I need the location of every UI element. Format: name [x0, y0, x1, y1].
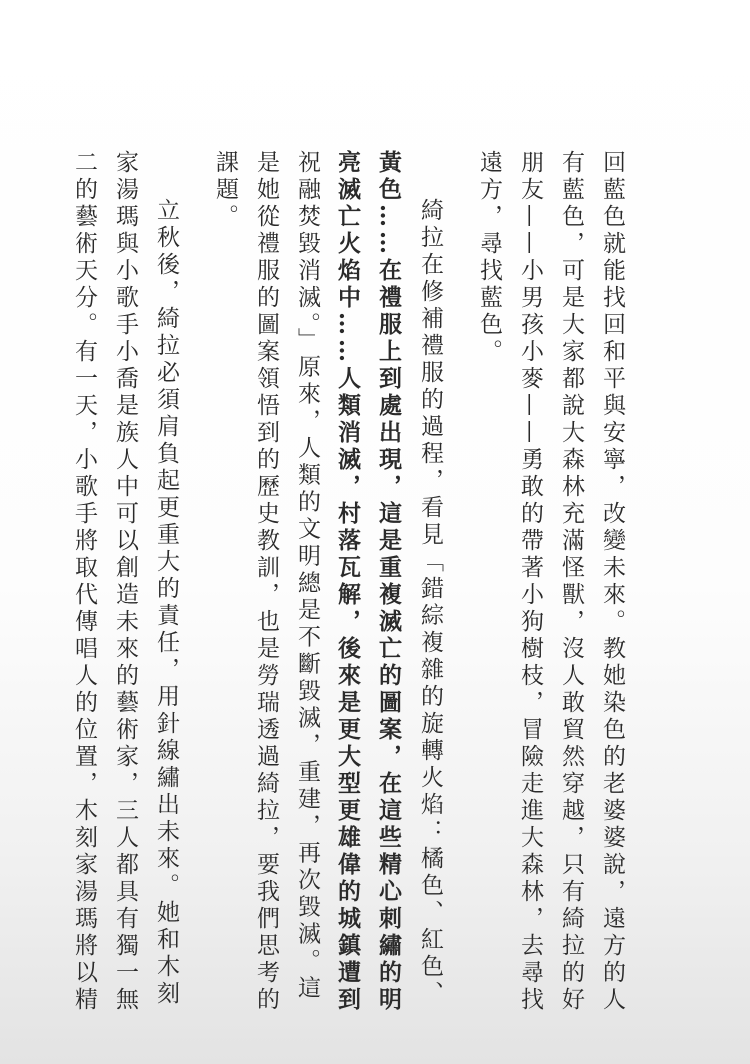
- text-line: 祝融焚毀消滅。」原來，人類的文明總是不斷毀滅，重建，再次毀滅。這: [294, 150, 320, 1003]
- paragraph-first-line: 立秋後，綺拉必須肩負起更重大的責任，用針線繡出未來。她和木刻: [153, 198, 179, 1008]
- text-line: 有藍色，可是大家都說大森林充滿怪獸，沒人敢貿然穿越，只有綺拉的好: [558, 150, 584, 1014]
- text-line: 家湯瑪與小歌手小喬是族人中可以創造未來的藝術家，三人都具有獨一無: [112, 150, 138, 1014]
- text-line: 朋友——小男孩小麥——勇敢的帶著小狗樹枝，冒險走進大森林，去尋找: [517, 150, 543, 1014]
- paragraph-first-line: 綺拉在修補禮服的過程，看見「錯綜複雜的旋轉火焰：橘色、紅色、: [417, 198, 443, 1008]
- text-line: 回藍色就能找回和平與安寧，改變未來。教她染色的老婆婆說，遠方的人: [599, 150, 625, 1014]
- paragraph-gap: [450, 150, 468, 855]
- text-line: 遠方，尋找藍色。: [476, 150, 502, 366]
- quoted-text-line: 黃色……在禮服上到處出現，這是重複滅亡的圖案，在這些精心刺繡的明: [375, 150, 402, 1014]
- paragraph-gap: [186, 150, 204, 855]
- text-line: 課題。: [212, 150, 238, 231]
- vertical-text-block: [63, 150, 632, 1014]
- text-line: 二的藝術天分。有一天，小歌手將取代傳唱人的位置，木刻家湯瑪將以精: [71, 150, 97, 1014]
- text-line: 是她從禮服的圖案領悟到的歷史教訓，也是勞瑞透過綺拉，要我們思考的: [253, 150, 279, 1014]
- quoted-text-line: 亮滅亡火焰中……人類消滅，村落瓦解，後來是更大型更雄偉的城鎮遭到: [334, 150, 361, 1014]
